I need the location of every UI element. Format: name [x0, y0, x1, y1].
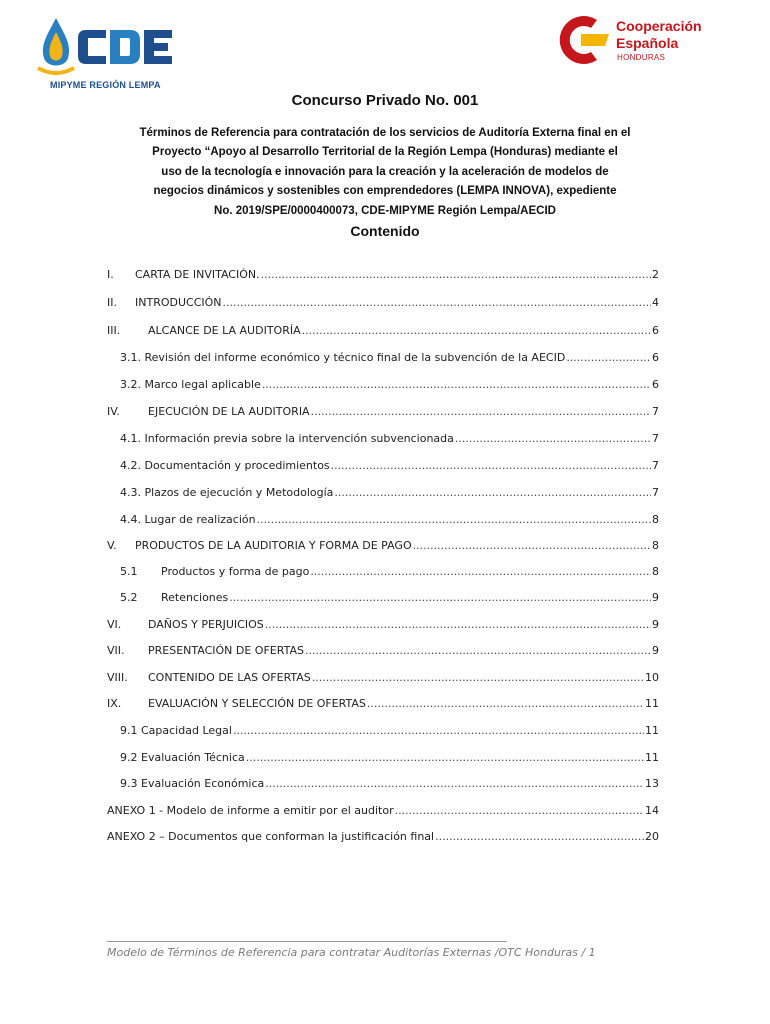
toc-leader-dots — [311, 405, 651, 418]
toc-entry[interactable] — [107, 618, 659, 638]
toc-entry-number: III. — [107, 324, 121, 337]
footer-divider — [107, 941, 507, 942]
toc-leader-dots — [395, 804, 644, 817]
toc-entry-page: 10 — [645, 671, 659, 684]
toc-entry[interactable] — [107, 539, 659, 559]
toc-entry-number: V. — [107, 539, 117, 552]
toc-entry[interactable] — [107, 697, 659, 717]
toc-entry-label: 9.2 Evaluación Técnica — [120, 751, 245, 764]
toc-entry-number: II. — [107, 296, 117, 309]
toc-entry-number: 5.1 — [120, 565, 138, 578]
toc-leader-dots — [334, 486, 651, 499]
toc-entry[interactable] — [107, 671, 659, 691]
toc-entry-label: 9.1 Capacidad Legal — [120, 724, 232, 737]
toc-entry[interactable] — [120, 591, 659, 611]
toc-entry-label: 3.1. Revisión del informe económico y técnico final de la subvención de la AECID — [120, 351, 566, 364]
toc-entry-page: 9 — [652, 644, 659, 657]
toc-entry-page: 7 — [652, 405, 659, 418]
toc-entry-page: 7 — [652, 459, 659, 472]
toc-entry-page: 7 — [652, 432, 659, 445]
toc-leader-dots — [305, 644, 651, 657]
toc-leader-dots — [265, 777, 644, 790]
toc-entry-page: 8 — [652, 539, 659, 552]
toc-entry-page: 6 — [652, 378, 659, 391]
toc-entry-label: 4.3. Plazos de ejecución y Metodología — [120, 486, 334, 499]
toc-entry[interactable] — [120, 513, 659, 533]
ce-logo-line2: Española — [616, 35, 679, 51]
document-title: Concurso Privado No. 001 — [291, 92, 479, 109]
toc-entry[interactable] — [107, 830, 659, 850]
toc-entry-label: Productos y forma de pago — [161, 565, 310, 578]
toc-entry-label: 3.2. Marco legal aplicable — [120, 378, 261, 391]
toc-entry-page: 11 — [645, 724, 659, 737]
toc-entry-number: IX. — [107, 697, 122, 710]
toc-entry-page: 13 — [645, 777, 659, 790]
cooperacion-espanola-logo — [555, 12, 715, 68]
toc-entry-page: 8 — [652, 565, 659, 578]
toc-leader-dots — [310, 565, 651, 578]
toc-entry-label: CARTA DE INVITACIÓN. — [135, 268, 260, 281]
toc-entry-page: 9 — [652, 618, 659, 631]
toc-entry-page: 6 — [652, 351, 659, 364]
toc-entry[interactable] — [107, 296, 659, 316]
toc-entry-label: INTRODUCCIÓN — [135, 296, 222, 309]
toc-entry-page: 6 — [652, 324, 659, 337]
toc-entry-label: 4.1. Información previa sobre la intervención subvencionada — [120, 432, 454, 445]
toc-entry-label: PRESENTACIÓN DE OFERTAS — [148, 644, 304, 657]
toc-leader-dots — [367, 697, 644, 710]
contents-heading: Contenido — [350, 223, 420, 239]
toc-entry-label: ANEXO 1 - Modelo de informe a emitir por el auditor — [107, 804, 394, 817]
toc-entry-page: 20 — [645, 830, 659, 843]
toc-entry-number: I. — [107, 268, 114, 281]
toc-entry-label: Retenciones — [161, 591, 229, 604]
toc-leader-dots — [257, 513, 651, 526]
toc-entry[interactable] — [120, 751, 659, 771]
toc-entry[interactable] — [120, 777, 659, 797]
toc-entry-page: 7 — [652, 486, 659, 499]
toc-entry[interactable] — [107, 644, 659, 664]
toc-leader-dots — [246, 751, 644, 764]
toc-entry[interactable] — [120, 486, 659, 506]
toc-leader-dots — [229, 591, 651, 604]
toc-leader-dots — [566, 351, 651, 364]
subtitle-line: uso de la tecnología e innovación para la creación y la aceleración de modelos de — [161, 165, 609, 178]
toc-leader-dots — [265, 618, 651, 631]
toc-entry-page: 9 — [652, 591, 659, 604]
toc-entry-label: EJECUCIÓN DE LA AUDITORIA — [148, 405, 310, 418]
cde-mipyme-logo — [34, 12, 174, 90]
toc-entry-number: IV. — [107, 405, 120, 418]
toc-leader-dots — [223, 296, 651, 309]
toc-entry-number: VII. — [107, 644, 125, 657]
subtitle-line: No. 2019/SPE/0000400073, CDE-MIPYME Región Lempa/AECID — [214, 204, 556, 217]
toc-entry-page: 11 — [645, 697, 659, 710]
toc-entry-page: 8 — [652, 513, 659, 526]
toc-leader-dots — [233, 724, 644, 737]
toc-leader-dots — [413, 539, 651, 552]
cde-logo-subtitle: MIPYME REGIÓN LEMPA — [50, 80, 161, 90]
subtitle-line: Términos de Referencia para contratación de los servicios de Auditoría Externa final en el — [139, 127, 631, 139]
toc-entry-page: 2 — [652, 268, 659, 281]
cooperacion-espanola-icon — [555, 12, 613, 68]
toc-entry[interactable] — [120, 351, 659, 371]
toc-entry-number: VI. — [107, 618, 122, 631]
toc-entry-label: 4.4. Lugar de realización — [120, 513, 256, 526]
document-subtitle — [110, 124, 660, 221]
toc-entry[interactable] — [120, 378, 659, 398]
toc-leader-dots — [331, 459, 651, 472]
toc-entry-label: 9.3 Evaluación Económica — [120, 777, 265, 790]
toc-entry[interactable] — [107, 804, 659, 824]
cde-logo-graphic — [34, 12, 174, 82]
toc-entry-label: DAÑOS Y PERJUICIOS — [148, 618, 264, 631]
toc-entry-label: PRODUCTOS DE LA AUDITORIA Y FORMA DE PAGO — [135, 539, 412, 552]
toc-leader-dots — [262, 378, 651, 391]
subtitle-line: Proyecto “Apoyo al Desarrollo Territorial de la Región Lempa (Honduras) mediante el — [152, 146, 618, 159]
toc-entry-label: ALCANCE DE LA AUDITORÍA — [148, 324, 301, 337]
toc-leader-dots — [312, 671, 644, 684]
toc-entry[interactable] — [107, 268, 659, 288]
toc-entry-label: EVALUACIÓN Y SELECCIÓN DE OFERTAS — [148, 697, 366, 710]
toc-entry-number: 5.2 — [120, 591, 138, 604]
toc-entry[interactable] — [120, 432, 659, 452]
toc-entry[interactable] — [120, 565, 659, 585]
toc-leader-dots — [435, 830, 644, 843]
toc-leader-dots — [302, 324, 651, 337]
toc-entry[interactable] — [107, 324, 659, 344]
toc-entry[interactable] — [120, 724, 659, 744]
ce-logo-line3: HONDURAS — [617, 53, 666, 62]
toc-leader-dots — [455, 432, 651, 445]
toc-leader-dots — [261, 268, 651, 281]
toc-entry-page: 14 — [645, 804, 659, 817]
toc-entry-page: 11 — [645, 751, 659, 764]
page-footer: Modelo de Términos de Referencia para contratar Auditorías Externas /OTC Honduras / 1 — [107, 946, 596, 959]
toc-entry-label: 4.2. Documentación y procedimientos — [120, 459, 330, 472]
toc-entry[interactable] — [120, 459, 659, 479]
toc-entry-label: ANEXO 2 – Documentos que conforman la justificación final — [107, 830, 435, 843]
ce-logo-line1: Cooperación — [616, 18, 702, 34]
toc-entry-page: 4 — [652, 296, 659, 309]
toc-entry[interactable] — [107, 405, 659, 425]
toc-entry-number: VIII. — [107, 671, 128, 684]
subtitle-line: negocios dinámicos y sostenibles con emprendedores (LEMPA INNOVA), expediente — [153, 185, 617, 198]
toc-entry-label: CONTENIDO DE LAS OFERTAS — [148, 671, 311, 684]
